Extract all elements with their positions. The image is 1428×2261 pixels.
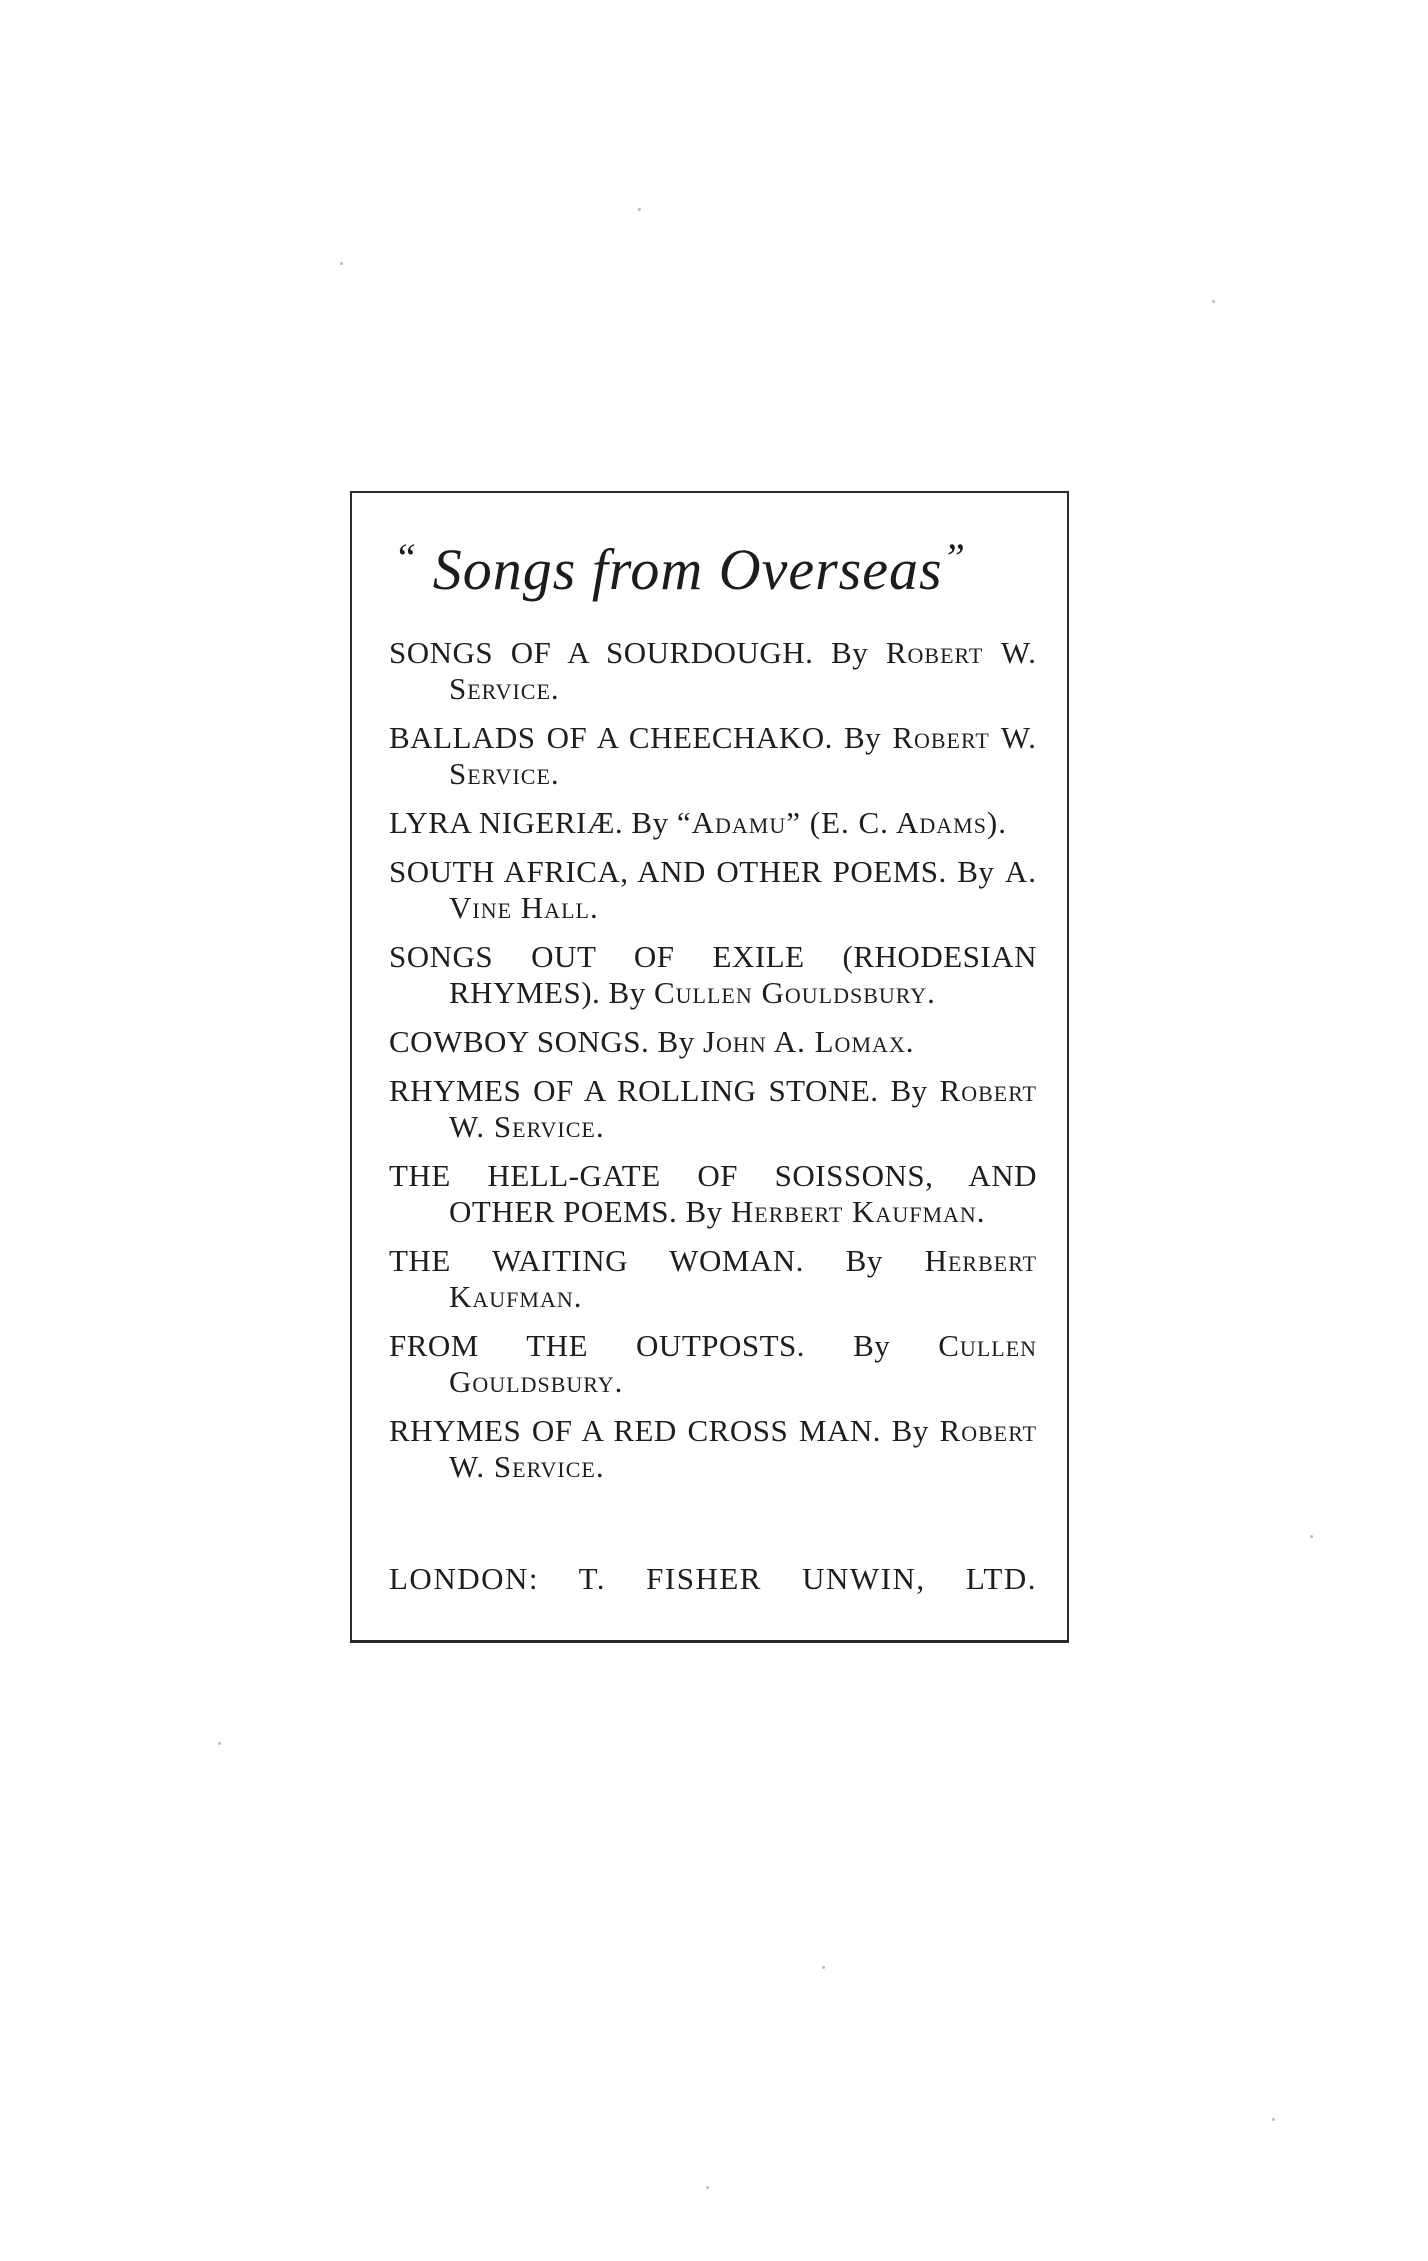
scan-speck [706, 2186, 709, 2189]
by-label: By [957, 854, 995, 889]
list-item [389, 1243, 1037, 1315]
by-label: By [853, 1328, 891, 1363]
book-author: Herbert Kaufman. [449, 1243, 1038, 1314]
book-author: Robert W. Service. [449, 1073, 1037, 1144]
by-label: By [608, 975, 646, 1010]
list-item [389, 720, 1037, 792]
book-title: BALLADS OF A CHEECHAKO. [389, 720, 833, 755]
heading-close-quote: ” [942, 535, 966, 580]
book-list [389, 635, 1037, 1498]
scan-speck [638, 208, 641, 211]
book-title: SONGS OF A SOURDOUGH. [389, 635, 814, 670]
list-item [389, 1073, 1037, 1145]
by-label: By [845, 1243, 883, 1278]
book-author: A. Vine Hall. [449, 854, 1037, 925]
scan-speck [1212, 300, 1215, 303]
book-title: LYRA NIGERIÆ. [389, 805, 624, 840]
list-item [389, 1413, 1037, 1485]
book-author: “Adamu” (E. C. Adams). [676, 805, 1007, 840]
book-author: Cullen Gouldsbury. [449, 1328, 1038, 1399]
book-title: THE HELL-GATE OF SOISSONS, AND OTHER POEMS. [389, 1158, 1037, 1229]
book-author: Robert W. Service. [449, 720, 1038, 791]
book-title: SONGS OUT OF EXILE (RHODESIAN RHYMES). [389, 939, 1037, 1010]
advertisement-box [350, 491, 1069, 1643]
scan-speck [340, 262, 343, 265]
list-item [389, 939, 1037, 1011]
by-label: By [631, 805, 669, 840]
by-label: By [890, 1073, 928, 1108]
scan-speck [218, 1742, 221, 1745]
book-author: Cullen Gouldsbury. [653, 975, 936, 1010]
publisher-imprint: LONDON: T. FISHER UNWIN, LTD. [389, 1561, 1037, 1596]
list-item [389, 854, 1037, 926]
by-label: By [685, 1194, 723, 1229]
series-title: Songs from Overseas [432, 537, 943, 602]
by-label: By [891, 1413, 929, 1448]
list-item [389, 635, 1037, 707]
book-title: RHYMES OF A RED CROSS MAN. [389, 1413, 881, 1448]
list-item [389, 1158, 1037, 1230]
by-label: By [831, 635, 869, 670]
book-author: Robert W. Service. [449, 635, 1038, 706]
by-label: By [657, 1024, 695, 1059]
list-item [389, 805, 1037, 841]
book-title: RHYMES OF A ROLLING STONE. [389, 1073, 879, 1108]
book-title: COWBOY SONGS. [389, 1024, 650, 1059]
book-title: FROM THE OUTPOSTS. [389, 1328, 806, 1363]
book-author: Robert W. Service. [449, 1413, 1038, 1484]
by-label: By [843, 720, 882, 755]
scan-speck [1310, 1535, 1313, 1538]
scan-speck [822, 1966, 825, 1969]
list-item [389, 1328, 1037, 1400]
scan-speck [1272, 2118, 1275, 2121]
list-item [389, 1024, 1037, 1060]
heading-open-quote: “ [394, 535, 418, 580]
book-author: Herbert Kaufman. [730, 1194, 986, 1229]
book-title: SOUTH AFRICA, AND OTHER POEMS. [389, 854, 947, 889]
book-author: John A. Lomax. [702, 1024, 915, 1059]
book-title: THE WAITING WOMAN. [389, 1243, 804, 1278]
series-heading [394, 513, 1034, 615]
